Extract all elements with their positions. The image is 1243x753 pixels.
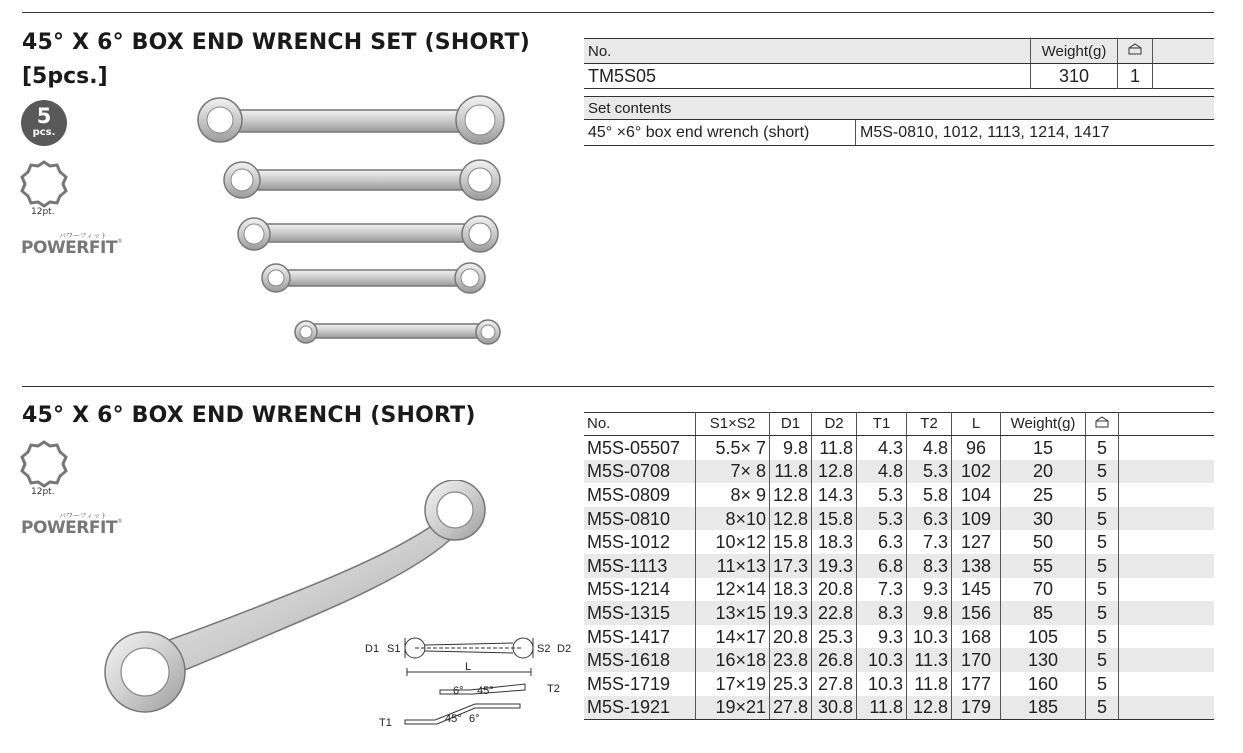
- cell-w: 30: [1001, 507, 1086, 531]
- single-title: 45° X 6° BOX END WRENCH (SHORT): [22, 403, 476, 428]
- cell-spacer: [1119, 507, 1214, 531]
- cell-s: 12×14: [696, 578, 770, 602]
- dim-ang45a: 45°: [477, 685, 494, 697]
- cell-l: 179: [952, 696, 1001, 720]
- powerfit-logo: パワーフィット POWERFIT®: [21, 232, 123, 258]
- cell-d1: 12.8: [770, 483, 812, 507]
- cell-d1: 12.8: [770, 507, 812, 531]
- twelve-point-icon: [20, 160, 70, 220]
- set-row-qty: 1: [1118, 64, 1153, 89]
- cell-l: 96: [952, 436, 1001, 460]
- cell-no: M5S-0708: [584, 460, 696, 484]
- cell-l: 156: [952, 601, 1001, 625]
- cell-l: 127: [952, 530, 1001, 554]
- cell-d2: 18.3: [812, 530, 857, 554]
- cell-d1: 11.8: [770, 460, 812, 484]
- cell-d2: 19.3: [812, 554, 857, 578]
- cell-t2: 5.3: [907, 460, 952, 484]
- cell-l: 138: [952, 554, 1001, 578]
- cell-t1: 4.3: [857, 436, 907, 460]
- table-row: [584, 530, 1214, 554]
- cell-no: M5S-1315: [584, 601, 696, 625]
- powerfit-logo-2: パワーフィット POWERFIT®: [21, 512, 123, 538]
- cell-s: 16×18: [696, 648, 770, 672]
- cell-spacer: [1119, 601, 1214, 625]
- cell-d2: 15.8: [812, 507, 857, 531]
- cell-w: 160: [1001, 672, 1086, 696]
- cell-s: 11×13: [696, 554, 770, 578]
- carton-icon: [1118, 39, 1153, 64]
- cell-q: 5: [1086, 483, 1119, 507]
- dim-d2: D2: [557, 643, 572, 655]
- set-contents-label: Set contents: [584, 97, 1214, 120]
- brand-kana-2: パワーフィット: [59, 512, 108, 520]
- cell-d2: 27.8: [812, 672, 857, 696]
- cell-no: M5S-0809: [584, 483, 696, 507]
- spec-body: [584, 436, 1214, 720]
- cell-l: 109: [952, 507, 1001, 531]
- twelve-point-icon-2: [20, 440, 70, 500]
- spec-header-weight: Weight(g): [1001, 413, 1086, 436]
- set-header-no: No.: [584, 39, 1031, 64]
- dim-t1: T1: [379, 717, 392, 729]
- cell-q: 5: [1086, 625, 1119, 649]
- cell-no: M5S-1417: [584, 625, 696, 649]
- spec-header-d2: D2: [812, 413, 857, 436]
- cell-no: M5S-1719: [584, 672, 696, 696]
- twelve-point-hex-icon: [20, 440, 68, 488]
- cell-w: 130: [1001, 648, 1086, 672]
- cell-t2: 11.3: [907, 648, 952, 672]
- set-row-no: TM5S05: [584, 64, 1031, 89]
- spec-header-t2: T2: [907, 413, 952, 436]
- cell-t2: 10.3: [907, 625, 952, 649]
- cell-no: M5S-1012: [584, 530, 696, 554]
- cell-spacer: [1119, 625, 1214, 649]
- table-row: [584, 601, 1214, 625]
- cell-q: 5: [1086, 507, 1119, 531]
- badge-count: 5: [36, 104, 52, 128]
- dim-d1: D1: [365, 643, 380, 655]
- cell-l: 145: [952, 578, 1001, 602]
- cell-s: 7× 8: [696, 460, 770, 484]
- cell-spacer: [1119, 530, 1214, 554]
- cell-d1: 23.8: [770, 648, 812, 672]
- cell-t1: 4.8: [857, 460, 907, 484]
- cell-t2: 9.3: [907, 578, 952, 602]
- cell-s: 8× 9: [696, 483, 770, 507]
- cell-t1: 5.3: [857, 507, 907, 531]
- cell-w: 25: [1001, 483, 1086, 507]
- set-subtitle: [5pcs.]: [22, 64, 108, 89]
- dim-ang6a: 6°: [453, 685, 464, 697]
- spec-header-no: No.: [584, 413, 696, 436]
- cell-t2: 7.3: [907, 530, 952, 554]
- spec-header-s: S1×S2: [696, 413, 770, 436]
- cell-t1: 10.3: [857, 648, 907, 672]
- set-contents-parts: M5S-0810, 1012, 1113, 1214, 1417: [856, 120, 1215, 146]
- cell-no: M5S-1214: [584, 578, 696, 602]
- cell-l: 177: [952, 672, 1001, 696]
- cell-spacer: [1119, 554, 1214, 578]
- dim-l: L: [465, 661, 472, 673]
- cell-s: 17×19: [696, 672, 770, 696]
- badge-unit: pcs.: [32, 127, 56, 138]
- dim-ang6b: 6°: [469, 713, 480, 725]
- cell-q: 5: [1086, 436, 1119, 460]
- top-rule: [22, 12, 1214, 13]
- twelve-point-hex-icon: [20, 160, 68, 208]
- dim-s2: S2: [537, 643, 551, 655]
- cell-q: 5: [1086, 696, 1119, 720]
- cell-d2: 11.8: [812, 436, 857, 460]
- cell-d2: 26.8: [812, 648, 857, 672]
- table-row: [584, 578, 1214, 602]
- set-contents-table: [584, 96, 1214, 146]
- cell-d1: 15.8: [770, 530, 812, 554]
- cell-spacer: [1119, 648, 1214, 672]
- cell-w: 50: [1001, 530, 1086, 554]
- cell-no: M5S-05507: [584, 436, 696, 460]
- table-row: [584, 625, 1214, 649]
- cell-spacer: [1119, 483, 1214, 507]
- set-contents-desc: 45° ×6° box end wrench (short): [584, 120, 856, 146]
- cell-q: 5: [1086, 530, 1119, 554]
- spec-header-l: L: [952, 413, 1001, 436]
- table-row: [584, 507, 1214, 531]
- cell-spacer: [1119, 460, 1214, 484]
- cell-s: 8×10: [696, 507, 770, 531]
- table-row: [584, 648, 1214, 672]
- cell-d2: 14.3: [812, 483, 857, 507]
- cell-w: 55: [1001, 554, 1086, 578]
- cell-q: 5: [1086, 460, 1119, 484]
- cell-spacer: [1119, 696, 1214, 720]
- carton-icon: [1086, 413, 1119, 436]
- cell-t1: 5.3: [857, 483, 907, 507]
- set-title: 45° X 6° BOX END WRENCH SET (SHORT): [22, 30, 530, 55]
- brand-kana: パワーフィット: [59, 232, 108, 240]
- dimension-diagram: [365, 632, 585, 732]
- cell-w: 85: [1001, 601, 1086, 625]
- dim-ang45b: 45°: [445, 713, 462, 725]
- cell-no: M5S-1618: [584, 648, 696, 672]
- cell-q: 5: [1086, 601, 1119, 625]
- cell-d1: 27.8: [770, 696, 812, 720]
- middle-rule: [22, 386, 1214, 387]
- cell-w: 185: [1001, 696, 1086, 720]
- cell-t1: 10.3: [857, 672, 907, 696]
- cell-w: 15: [1001, 436, 1086, 460]
- dim-t2: T2: [547, 683, 560, 695]
- cell-no: M5S-1921: [584, 696, 696, 720]
- cell-d1: 25.3: [770, 672, 812, 696]
- cell-q: 5: [1086, 554, 1119, 578]
- cell-t2: 6.3: [907, 507, 952, 531]
- cell-spacer: [1119, 578, 1214, 602]
- cell-d2: 30.8: [812, 696, 857, 720]
- table-row: [584, 436, 1214, 460]
- cell-d2: 12.8: [812, 460, 857, 484]
- cell-s: 19×21: [696, 696, 770, 720]
- cell-l: 170: [952, 648, 1001, 672]
- cell-t1: 11.8: [857, 696, 907, 720]
- cell-no: M5S-0810: [584, 507, 696, 531]
- wrench-set-image: [170, 88, 520, 358]
- cell-s: 14×17: [696, 625, 770, 649]
- cell-t1: 9.3: [857, 625, 907, 649]
- cell-l: 168: [952, 625, 1001, 649]
- point-label: 12pt.: [31, 207, 55, 217]
- cell-s: 13×15: [696, 601, 770, 625]
- cell-d2: 22.8: [812, 601, 857, 625]
- cell-t1: 6.3: [857, 530, 907, 554]
- cell-w: 105: [1001, 625, 1086, 649]
- cell-l: 104: [952, 483, 1001, 507]
- cell-spacer: [1119, 672, 1214, 696]
- cell-s: 5.5× 7: [696, 436, 770, 460]
- set-row-weight: 310: [1031, 64, 1118, 89]
- cell-t2: 9.8: [907, 601, 952, 625]
- pieces-badge: [21, 100, 67, 146]
- cell-l: 102: [952, 460, 1001, 484]
- cell-d1: 17.3: [770, 554, 812, 578]
- cell-w: 70: [1001, 578, 1086, 602]
- cell-d1: 20.8: [770, 625, 812, 649]
- cell-w: 20: [1001, 460, 1086, 484]
- set-table: [584, 38, 1214, 89]
- cell-d1: 19.3: [770, 601, 812, 625]
- spec-header-d1: D1: [770, 413, 812, 436]
- table-row: [584, 554, 1214, 578]
- cell-q: 5: [1086, 672, 1119, 696]
- cell-spacer: [1119, 436, 1214, 460]
- cell-t2: 5.8: [907, 483, 952, 507]
- cell-q: 5: [1086, 648, 1119, 672]
- cell-no: M5S-1113: [584, 554, 696, 578]
- cell-t2: 4.8: [907, 436, 952, 460]
- table-row: [584, 460, 1214, 484]
- cell-d2: 25.3: [812, 625, 857, 649]
- cell-t1: 7.3: [857, 578, 907, 602]
- spec-header-t1: T1: [857, 413, 907, 436]
- dim-s1: S1: [387, 643, 401, 655]
- table-row: [584, 672, 1214, 696]
- cell-d2: 20.8: [812, 578, 857, 602]
- cell-s: 10×12: [696, 530, 770, 554]
- cell-d1: 18.3: [770, 578, 812, 602]
- cell-d1: 9.8: [770, 436, 812, 460]
- brand-name: POWERFIT: [21, 238, 117, 258]
- cell-t1: 6.8: [857, 554, 907, 578]
- cell-t1: 8.3: [857, 601, 907, 625]
- set-header-weight: Weight(g): [1031, 39, 1118, 64]
- point-label-2: 12pt.: [31, 487, 55, 497]
- cell-t2: 12.8: [907, 696, 952, 720]
- spec-table: [584, 412, 1214, 720]
- brand-name-2: POWERFIT: [21, 518, 117, 538]
- table-row: [584, 696, 1214, 720]
- cell-t2: 8.3: [907, 554, 952, 578]
- cell-t2: 11.8: [907, 672, 952, 696]
- cell-q: 5: [1086, 578, 1119, 602]
- table-row: [584, 483, 1214, 507]
